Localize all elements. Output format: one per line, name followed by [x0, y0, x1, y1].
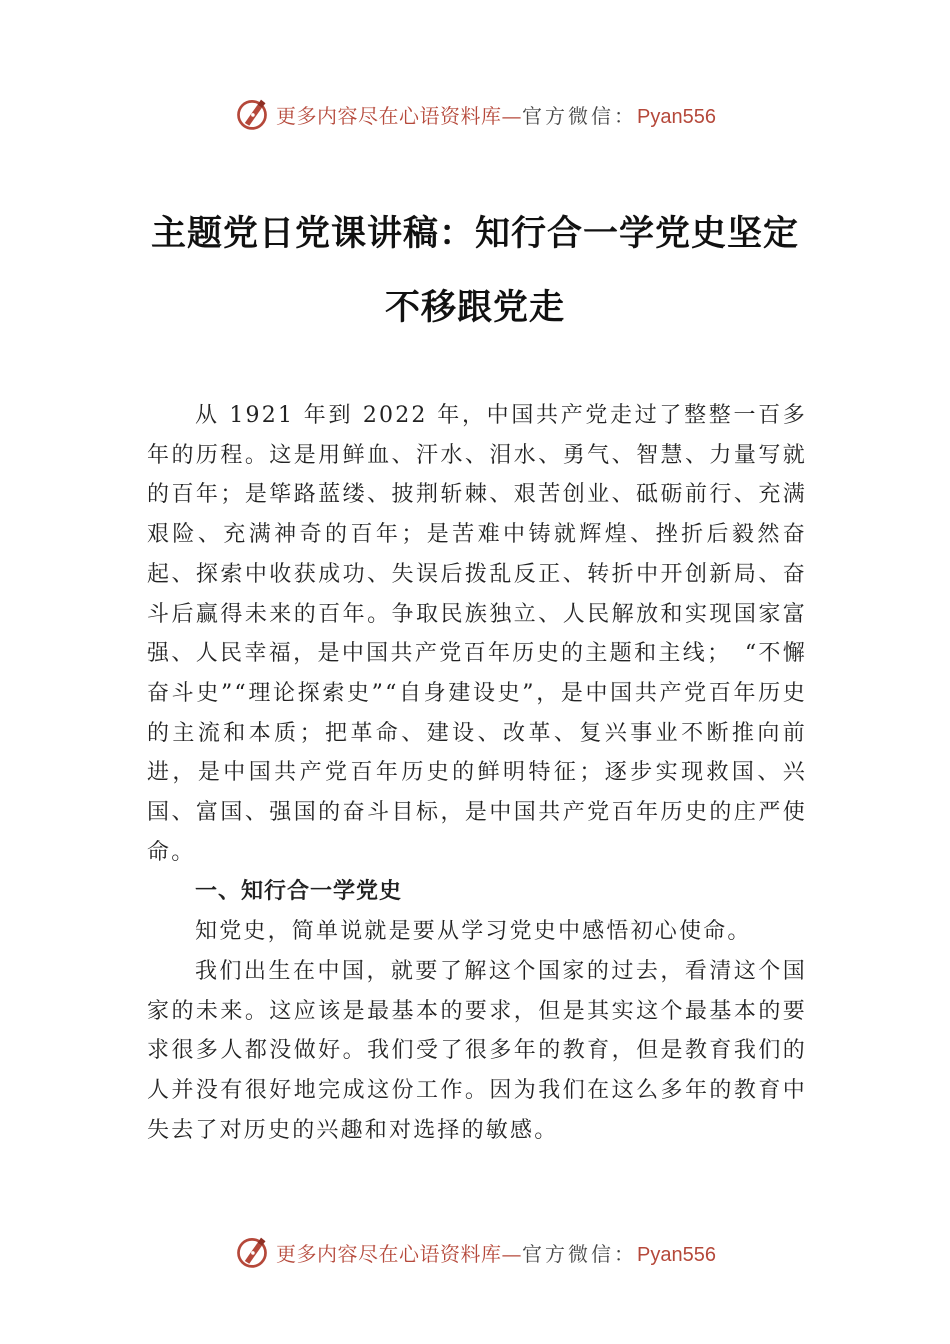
document-title-line2: 不移跟党走	[384, 287, 565, 328]
watermark-text	[276, 1238, 716, 1267]
document-title-line1: 主题党日党课讲稿：知行合一学党史坚定	[150, 213, 799, 254]
document-body	[147, 396, 807, 1150]
paragraph-intro: 从 1921 年到 2022 年，中国共产党走过了整整一百多年的历程。这是用鲜血、汗水、泪水、勇气、智慧、力量写就的百年；是筚路蓝缕、披荆斩棘、艰苦创业、砥砺前行、充满艰险、充满神奇的百年；是苦难中铸就辉煌、挫折后毅然奋起、探索中收获成功、失误后拨乱反正、转折中开创新局、奋斗后赢得未来的百年。争取民族独立、人民解放和实现国家富强、人民幸福，是中国共产党百年历史的主题和主线； “不懈奋斗史”“理论探索史”“自身建设史”，是中国共产党百年历史的主流和本质；把革命、建设、改革、复兴事业不断推向前进，是中国共产党百年历史的鲜明特征；逐步实现救国、兴国、富国、强国的奋斗目标，是中国共产党百年历史的庄严使命。	[147, 403, 807, 865]
pen-nib-circle-icon	[234, 1234, 270, 1270]
watermark-text	[276, 100, 716, 129]
watermark-brand: 更多内容尽在心语资料库	[276, 1241, 502, 1266]
watermark-official-label: 官方微信：	[522, 1241, 638, 1266]
watermark-official-label: 官方微信：	[522, 103, 638, 128]
watermark-wechat-id: Pyan556	[637, 105, 716, 128]
watermark-dash: —	[501, 103, 523, 128]
watermark-brand: 更多内容尽在心语资料库	[276, 103, 502, 128]
footer-watermark	[0, 1232, 950, 1272]
paragraph-born-in-china: 我们出生在中国，就要了解这个国家的过去，看清这个国家的未来。这应该是最基本的要求，但是其实这个最基本的要求很多人都没做好。我们受了很多年的教育，但是教育我们的人并没有很好地完成这份工作。因为我们在这么多年的教育中失去了对历史的兴趣和对选择的敏感。	[147, 958, 807, 1143]
watermark-wechat-id: Pyan556	[637, 1243, 716, 1266]
paragraph-know-history: 知党史，简单说就是要从学习党史中感悟初心使命。	[195, 919, 752, 945]
header-watermark	[0, 94, 950, 134]
watermark-dash: —	[501, 1241, 523, 1266]
section-heading-1: 一、知行合一学党史	[195, 879, 403, 905]
pen-nib-circle-icon	[234, 96, 270, 132]
